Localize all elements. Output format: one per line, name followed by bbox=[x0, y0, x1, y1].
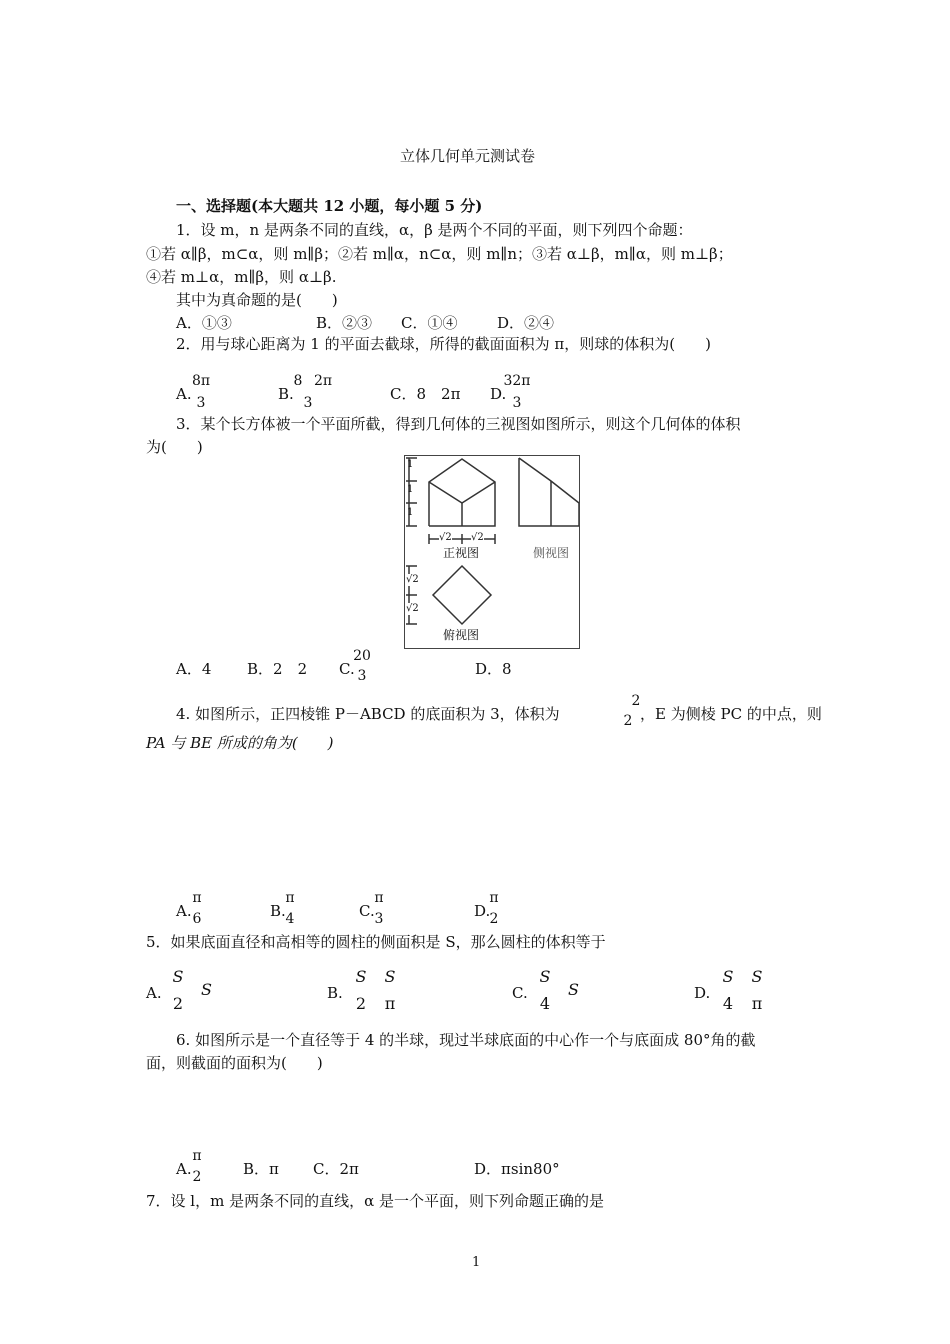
front-view-label: 正视图 bbox=[443, 546, 480, 560]
q5-option-b-label: B. bbox=[327, 984, 343, 1002]
q4-option-c-label: C. bbox=[359, 902, 375, 920]
top-view-label: 俯视图 bbox=[443, 628, 480, 642]
q4-option-a-label: A. bbox=[176, 902, 192, 920]
q6-option-a-num: π bbox=[192, 1148, 202, 1164]
q5-option-d-label: D. bbox=[694, 984, 711, 1002]
q5-option-a-extra: S bbox=[201, 980, 212, 999]
q4-option-d-label: D. bbox=[474, 902, 491, 920]
q6-option-b: B．π bbox=[243, 1160, 279, 1178]
q3-option-c-num: 20 bbox=[353, 648, 371, 664]
page-number: 1 bbox=[472, 1255, 481, 1270]
q4-option-c-den: 3 bbox=[374, 911, 384, 927]
side-view-label: 侧视图 bbox=[533, 546, 570, 560]
q4-option-b-label: B. bbox=[270, 902, 286, 920]
q2-option-a-num: 8π bbox=[191, 373, 211, 389]
dim-one-bottom: 1 bbox=[407, 507, 414, 518]
q1-prompt: 其中为真命题的是( ) bbox=[176, 291, 338, 309]
dim-sqrt2-top-b: √2 bbox=[406, 603, 419, 614]
dim-sqrt2-top-a: √2 bbox=[406, 574, 419, 585]
q5-option-d-num2: S bbox=[751, 967, 763, 986]
q6-option-a-label: A. bbox=[176, 1160, 192, 1178]
q5-option-c-num: S bbox=[539, 967, 551, 986]
q5-option-a-den: 2 bbox=[172, 994, 184, 1013]
q6-stem-2: 面，则截面的面积为( ) bbox=[146, 1054, 323, 1072]
q1-option-b: B．②③ bbox=[316, 314, 373, 332]
q2-option-b-label: B. bbox=[278, 385, 294, 403]
q5-option-a-label: A. bbox=[146, 984, 162, 1002]
q1-statements-1: ①若 α∥β，m⊂α，则 m∥β；②若 m∥α，n⊂α，则 m∥n；③若 α⊥β，m∥α，则 m⊥β； bbox=[146, 245, 733, 263]
q1-option-c: C．①④ bbox=[401, 314, 458, 332]
q1-option-a: A．①③ bbox=[176, 314, 232, 332]
q3-stem-1: 3．某个长方体被一个平面所截，得到几何体的三视图如图所示，则这个几何体的体积 bbox=[176, 415, 741, 433]
q4-option-d-den: 2 bbox=[489, 911, 499, 927]
q5-option-d-num: S bbox=[722, 967, 734, 986]
q5-stem: 5．如果底面直径和高相等的圆柱的侧面积是 S，那么圆柱的体积等于 bbox=[146, 933, 606, 951]
q3-option-d: D．8 bbox=[475, 660, 512, 678]
q4-option-d-num: π bbox=[489, 890, 499, 906]
q2-option-c: C．8 2π bbox=[390, 385, 461, 403]
q6-option-d: D．πsin80° bbox=[474, 1160, 560, 1178]
q4-option-b-num: π bbox=[285, 890, 295, 906]
q3-stem-2: 为( ) bbox=[146, 438, 203, 456]
q4-option-c-num: π bbox=[374, 890, 384, 906]
q4-option-a-num: π bbox=[192, 890, 202, 906]
dim-one-middle: 1 bbox=[407, 484, 414, 495]
q4-frac-num: 2 bbox=[631, 693, 641, 709]
q3-option-c-label: C. bbox=[339, 660, 355, 678]
q3-option-a: A．4 bbox=[176, 660, 212, 678]
page-title: 立体几何单元测试卷 bbox=[400, 147, 536, 165]
q5-option-c-label: C. bbox=[512, 984, 528, 1002]
q4-option-a-den: 6 bbox=[192, 911, 202, 927]
q2-option-d-num: 32π bbox=[503, 373, 531, 389]
q3-option-c-den: 3 bbox=[357, 668, 367, 684]
q2-option-b-num: 8 bbox=[293, 373, 303, 389]
three-view-figure bbox=[404, 455, 580, 649]
q4-stem-2: PA 与 BE 所成的角为( ) bbox=[146, 734, 334, 752]
q2-stem: 2．用与球心距离为 1 的平面去截球，所得的截面面积为 π，则球的体积为( ) bbox=[176, 335, 711, 353]
q1-statements-2: ④若 m⊥α，m∥β，则 α⊥β. bbox=[146, 268, 337, 286]
q2-option-d-label: D. bbox=[490, 385, 507, 403]
q2-option-a-label: A. bbox=[176, 385, 192, 403]
q1-stem: 1．设 m，n 是两条不同的直线，α，β 是两个不同的平面，则下列四个命题： bbox=[176, 221, 693, 239]
q4-frac-den: 2 bbox=[623, 713, 633, 729]
q5-option-b-num: S bbox=[355, 967, 367, 986]
section-heading: 一、选择题(本大题共 12 小题，每小题 5 分) bbox=[176, 197, 483, 215]
q7-stem: 7．设 l，m 是两条不同的直线，α 是一个平面，则下列命题正确的是 bbox=[146, 1192, 605, 1210]
q5-option-b-num2: S bbox=[384, 967, 396, 986]
q4-stem-1b: ，E 为侧棱 PC 的中点，则 bbox=[640, 705, 822, 723]
q4-option-b-den: 4 bbox=[285, 911, 295, 927]
q5-option-b-den: 2 bbox=[355, 994, 367, 1013]
q5-option-d-den2: π bbox=[751, 994, 763, 1013]
q4-stem-1a: 4. 如图所示，正四棱锥 P－ABCD 的底面积为 3，体积为 bbox=[176, 705, 560, 723]
q6-option-a-den: 2 bbox=[192, 1169, 202, 1185]
q2-option-d-den: 3 bbox=[512, 395, 522, 411]
q6-option-c: C．2π bbox=[313, 1160, 359, 1178]
q6-stem-1: 6. 如图所示是一个直径等于 4 的半球，现过半球底面的中心作一个与底面成 80°角的截 bbox=[176, 1031, 756, 1049]
q5-option-d-den: 4 bbox=[722, 994, 734, 1013]
q5-option-a-num: S bbox=[172, 967, 184, 986]
q5-option-c-extra: S bbox=[568, 980, 579, 999]
dim-sqrt2-right: √2 bbox=[471, 532, 484, 543]
dim-sqrt2-left: √2 bbox=[439, 532, 452, 543]
q2-option-b-extra: 2π bbox=[313, 373, 333, 389]
dim-one-top: 1 bbox=[407, 459, 414, 470]
q1-option-d: D．②④ bbox=[497, 314, 555, 332]
q2-option-a-den: 3 bbox=[196, 395, 206, 411]
q5-option-c-den: 4 bbox=[539, 994, 551, 1013]
q5-option-b-den2: π bbox=[384, 994, 396, 1013]
q3-option-b: B．2 2 bbox=[247, 660, 308, 678]
q2-option-b-den: 3 bbox=[303, 395, 313, 411]
